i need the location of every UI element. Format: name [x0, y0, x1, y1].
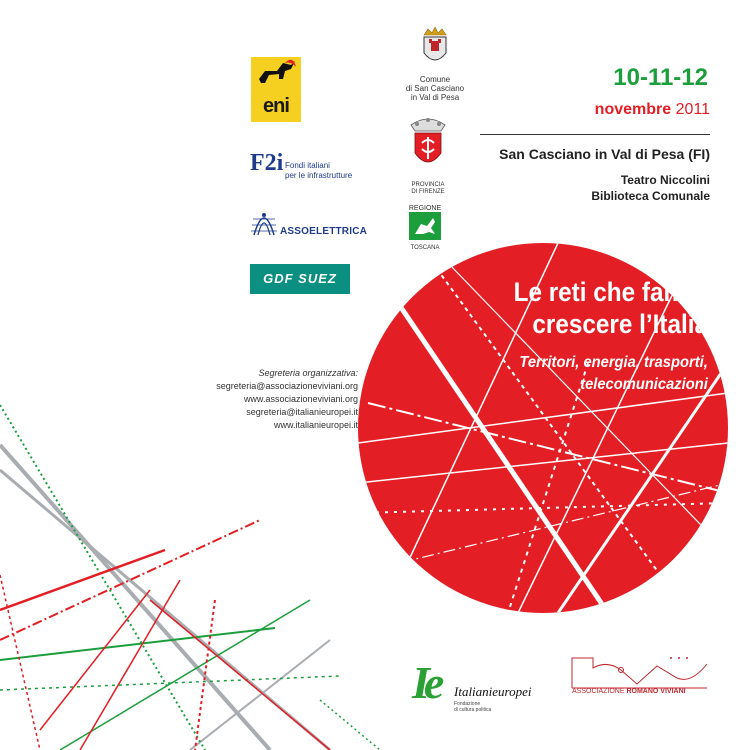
italianieuropei-logo	[412, 656, 552, 716]
viviani-prefix: ASSOCIAZIONE	[572, 688, 625, 695]
event-year: 2011	[675, 101, 710, 118]
regione-pegasus-icon	[405, 212, 445, 240]
provincia-logo	[403, 115, 453, 196]
f2i-logo	[250, 150, 370, 182]
assoelettrica-emblem-icon	[250, 207, 278, 237]
gdf-suez-wordmark: GDF SUEZ	[263, 271, 337, 286]
headline-subtitle-line2: telecomunicazioni	[580, 376, 708, 393]
comune-line2: di San Casciano	[405, 84, 465, 93]
comune-line1: Comune	[419, 75, 451, 84]
comune-caption	[395, 75, 475, 102]
headline-subtitle-line1: Territori, energia, trasporti,	[519, 354, 708, 371]
venue-theatre: Teatro Niccolini	[620, 173, 710, 187]
event-place: San Casciano in Val di Pesa (FI)	[499, 146, 710, 162]
ie-mark: Ie	[412, 657, 439, 708]
comune-logo	[395, 25, 475, 102]
provincia-line2: DI FIRENZE	[411, 189, 445, 195]
comune-line3: in Val di Pesa	[410, 93, 460, 102]
contact-web-italianieuropei[interactable]: www.italianieuropei.it	[273, 420, 358, 430]
headline-subtitle	[520, 352, 708, 396]
f2i-caption	[285, 161, 352, 181]
viviani-caption	[572, 688, 686, 695]
provincia-caption	[403, 182, 453, 196]
regione-line1: REGIONE	[408, 205, 442, 212]
headline-title-line1: Le reti che fanno	[513, 277, 708, 307]
provincia-line1: PROVINCIA	[411, 182, 445, 188]
secretariat-label: Segreteria organizzativa:	[258, 368, 358, 378]
associazione-viviani-logo	[567, 654, 717, 704]
divider	[480, 134, 710, 135]
eni-logo	[251, 57, 301, 122]
f2i-mark: F2i	[250, 150, 284, 176]
ie-subtitle	[454, 701, 491, 713]
f2i-caption-line2: per le infrastrutture	[285, 171, 353, 180]
ie-subtitle-line1: Fondazione	[454, 701, 481, 707]
f2i-caption-line1: Fondi italiani	[285, 161, 330, 170]
eni-wordmark: eni	[263, 95, 289, 117]
contact-email-viviani[interactable]: segreteria@associazioneviviani.org	[216, 381, 358, 391]
secretariat-block	[216, 367, 358, 432]
ie-name: Italianieuropei	[454, 684, 532, 699]
event-venues	[591, 172, 710, 204]
six-legged-dog-icon	[255, 59, 297, 91]
regione-line2: TOSCANA	[410, 245, 440, 251]
event-dates: 10-11-12	[613, 64, 708, 91]
venue-library: Biblioteca Comunale	[591, 189, 710, 203]
assoelettrica-wordmark: ASSOELETTRICA	[280, 226, 368, 237]
contact-web-viviani[interactable]: www.associazioneviviani.org	[243, 394, 358, 404]
ie-subtitle-line2: di cultura politica	[454, 707, 492, 713]
comune-crest-icon	[420, 25, 450, 67]
provincia-crest-icon	[403, 115, 453, 175]
viviani-name: ROMANO VIVIANI	[626, 688, 686, 695]
event-month	[595, 101, 710, 119]
gdf-suez-logo	[250, 264, 350, 294]
contact-email-italianieuropei[interactable]: segreteria@italianieuropei.it	[246, 407, 358, 417]
headline-title-line2: crescere l’Italia	[532, 309, 708, 339]
event-month-name: novembre	[594, 101, 672, 118]
assoelettrica-logo	[250, 207, 368, 239]
headline-title	[514, 276, 708, 340]
